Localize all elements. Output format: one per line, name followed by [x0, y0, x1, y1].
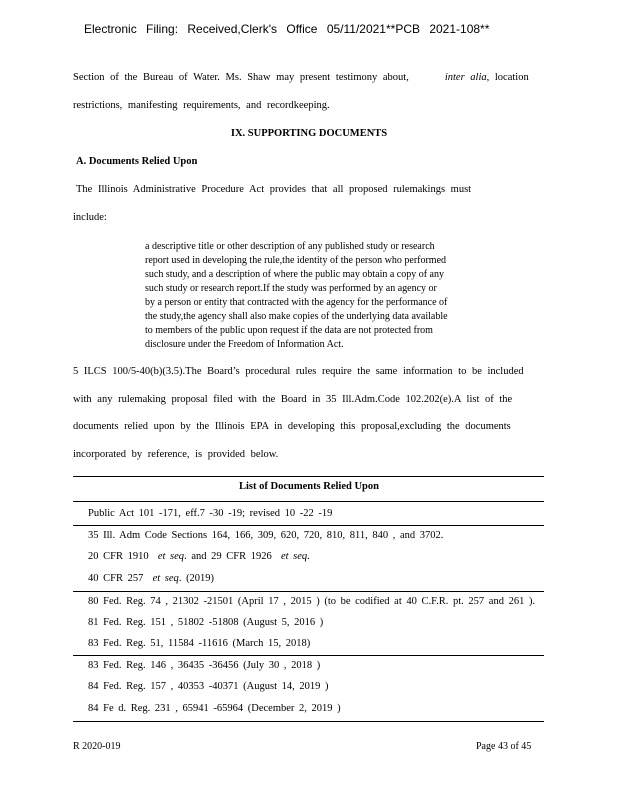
table-row	[88, 573, 214, 584]
table-bottom-rule	[73, 721, 544, 722]
citation-line-1: 5 ILCS 100/5-40(b)(3.5).The Board’s procedural rules require the same information to be included	[73, 366, 524, 377]
row-italic: et seq	[157, 551, 185, 562]
row-italic: et seq	[152, 573, 179, 584]
quote-line: such study or research report.If the study was performed by an agency or	[145, 283, 437, 294]
row-italic: et seq	[280, 551, 308, 562]
table-row: 83 Fed. Reg. 51, 11584 -11616 (March 15, 2018)	[88, 638, 311, 649]
citation-line-3: documents relied upon by the Illinois EPA in developing this proposal,excluding the documents	[73, 421, 511, 432]
row-text: 20 CFR 1910	[88, 551, 149, 562]
docket-number: R 2020-019	[73, 741, 121, 752]
quote-line: to members of the public upon request if the data are not protected from	[145, 325, 433, 336]
table-rule	[73, 591, 544, 592]
citation-line-4: incorporated by reference, is provided below.	[73, 449, 279, 460]
intro-line-1-end: , location	[486, 72, 529, 83]
quote-line: such study, and a description of where the public may obtain a copy of any	[145, 269, 444, 280]
quote-line: the study,the agency shall also make copies of the underlying data available	[145, 311, 448, 322]
table-rule	[73, 525, 544, 526]
quote-line: report used in developing the rule,the identity of the person who performed	[145, 255, 447, 266]
intro-line-2: restrictions, manifesting requirements, and recordkeeping.	[73, 100, 330, 111]
table-row: 84 Fed. Reg. 157 , 40353 -40371 (August 14, 2019 )	[88, 681, 329, 692]
table-row	[88, 551, 310, 562]
quote-line: by a person or entity that contracted with the agency for the performance of	[145, 297, 448, 308]
table-row: Public Act 101 -171, eff.7 -30 -19; revised 10 -22 -19	[88, 508, 333, 519]
table-row: 81 Fed. Reg. 151 , 51802 -51808 (August 5, 2016 )	[88, 617, 324, 628]
intro-line-1-text: Section of the Bureau of Water. Ms. Shaw may present testimony about,	[73, 72, 409, 83]
page-number: Page 43 of 45	[476, 741, 532, 752]
para-line-1: The Illinois Administrative Procedure Act provides that all proposed rulemakings must	[76, 184, 472, 195]
quote-line: a descriptive title or other description of any published study or research	[145, 241, 435, 252]
citation-line-2: with any rulemaking proposal filed with the Board in 35 Ill.Adm.Code 102.202(e).A list of the	[73, 394, 513, 405]
table-top-rule	[73, 476, 544, 477]
filing-header: Electronic Filing: Received,Clerk's Office 05/11/2021**PCB 2021-108**	[84, 22, 490, 36]
quote-line: disclosure under the Freedom of Information Act.	[145, 339, 344, 350]
row-text: .	[307, 551, 310, 562]
section-heading: IX. SUPPORTING DOCUMENTS	[230, 128, 388, 139]
subsection-heading: A. Documents Relied Upon	[76, 156, 198, 167]
row-text: . and 29 CFR 1926	[184, 551, 272, 562]
table-rule	[73, 655, 544, 656]
intro-line-1	[73, 72, 529, 83]
table-title: List of Documents Relied Upon	[238, 481, 379, 492]
table-row: 80 Fed. Reg. 74 , 21302 -21501 (April 17 , 2015 ) (to be codified at 40 C.F.R. pt. 257 and 261 ).	[88, 596, 536, 607]
para-line-2: include:	[73, 212, 107, 223]
table-row: 84 Fe d. Reg. 231 , 65941 -65964 (December 2, 2019 )	[88, 703, 341, 714]
table-rule	[73, 501, 544, 502]
block-quote	[145, 240, 515, 352]
row-text: . (2019)	[178, 573, 215, 584]
row-text: 40 CFR 257	[88, 573, 144, 584]
table-row: 35 Ill. Adm Code Sections 164, 166, 309, 620, 720, 810, 811, 840 , and 3702.	[88, 530, 444, 541]
inter-alia: inter alia	[444, 72, 487, 83]
table-row: 83 Fed. Reg. 146 , 36435 -36456 (July 30 , 2018 )	[88, 660, 321, 671]
